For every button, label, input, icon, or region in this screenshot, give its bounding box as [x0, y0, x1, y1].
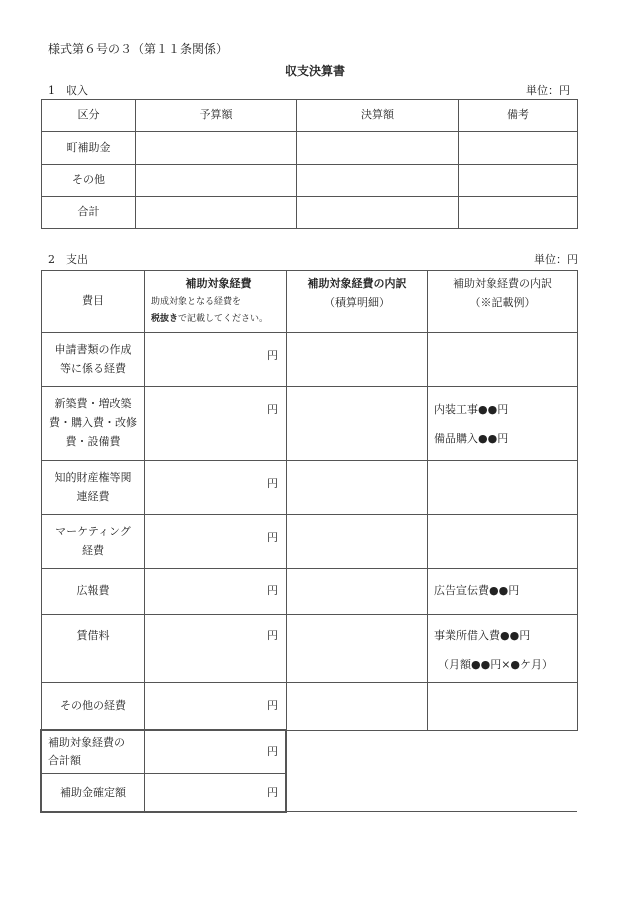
expense-unit: 単位：円	[534, 253, 578, 266]
expense-breakdown-cell[interactable]	[287, 515, 428, 569]
income-settled-cell[interactable]	[297, 132, 459, 165]
expense-breakdown-cell[interactable]	[287, 615, 428, 683]
income-header-settled: 決算額	[297, 100, 459, 132]
expense-breakdown-cell[interactable]	[287, 387, 428, 461]
expense-header-cost-note: 助成対象となる経費を	[151, 296, 242, 307]
expense-table	[41, 270, 578, 731]
document-title: 収支決算書	[284, 64, 345, 78]
income-budget-cell[interactable]	[136, 132, 297, 165]
expense-example-cell	[428, 683, 578, 731]
expense-amount-cell[interactable]	[145, 387, 287, 461]
expense-example-cell: 広告宣伝費●●円	[428, 569, 578, 615]
yen-unit: 円	[267, 531, 278, 544]
expense-header-breakdown-title: 補助対象経費の内訳	[307, 277, 407, 290]
expense-header-item: 費目	[42, 271, 145, 333]
expense-header-example-title: 補助対象経費の内訳	[453, 277, 552, 290]
expense-header-example-sub: （※記載例）	[469, 295, 536, 309]
expense-header-example	[428, 271, 578, 333]
expense-breakdown-cell[interactable]	[287, 461, 428, 515]
expense-header-breakdown-sub: （積算明細）	[324, 295, 390, 309]
income-remarks-cell[interactable]	[459, 197, 578, 229]
yen-unit: 円	[267, 785, 278, 799]
income-settled-cell[interactable]	[297, 197, 459, 229]
yen-unit: 円	[267, 699, 278, 713]
income-row-label: 合計	[42, 197, 136, 229]
income-budget-cell[interactable]	[136, 197, 297, 229]
expense-amount-cell[interactable]	[145, 333, 287, 387]
expense-row-item: 新築費・増改築 費・購入費・改修 費・設備費	[42, 387, 145, 461]
income-settled-cell[interactable]	[297, 165, 459, 197]
expense-header-cost-title: 補助対象経費	[185, 277, 252, 290]
expense-example-cell	[428, 461, 578, 515]
yen-unit: 円	[267, 349, 278, 362]
income-header-category: 区分	[42, 100, 136, 132]
expense-example-cell	[428, 333, 578, 387]
yen-unit: 円	[267, 584, 278, 598]
confirmed-label: 補助金確定額	[42, 774, 145, 813]
yen-unit: 円	[267, 477, 278, 490]
expense-heading: 2 支出	[48, 253, 88, 266]
expense-amount-cell[interactable]	[145, 515, 287, 569]
expense-example-cell	[428, 515, 578, 569]
expense-amount-cell[interactable]	[145, 615, 287, 683]
totals-outline	[40, 729, 287, 813]
income-budget-cell[interactable]	[136, 165, 297, 197]
form-number: 様式第６号の３（第１１条関係）	[48, 42, 229, 56]
expense-row-item: 申請書類の作成 等に係る経費	[42, 333, 145, 387]
expense-example-cell: 事業所借入費●●円 （月額●●円×●ケ月）	[428, 615, 578, 683]
yen-unit: 円	[267, 403, 278, 416]
expense-breakdown-cell[interactable]	[287, 569, 428, 615]
income-unit: 単位：円	[526, 84, 570, 97]
yen-unit: 円	[267, 744, 278, 758]
yen-unit: 円	[267, 629, 278, 642]
income-remarks-cell[interactable]	[459, 132, 578, 165]
income-table	[41, 99, 578, 229]
tax-excluded-emphasis: 税抜き	[151, 313, 179, 324]
expense-amount-cell[interactable]	[145, 569, 287, 615]
expense-example-cell: 内装工事●●円 備品購入●●円	[428, 387, 578, 461]
income-row-label: 町補助金	[42, 132, 136, 165]
expense-breakdown-cell[interactable]	[287, 333, 428, 387]
expense-header-breakdown	[287, 271, 428, 333]
expense-breakdown-cell[interactable]	[287, 683, 428, 731]
expense-header-cost	[145, 271, 287, 333]
bottom-rule	[286, 811, 577, 812]
income-row-label: その他	[42, 165, 136, 197]
expense-row-item: マーケティング 経費	[42, 515, 145, 569]
expense-amount-cell[interactable]	[145, 461, 287, 515]
expense-row-item: 賃借料	[42, 615, 145, 683]
income-header-remarks: 備考	[459, 100, 578, 132]
expense-header-cost-note: 税抜きで記載してください。	[151, 313, 269, 324]
income-heading: 1 収入	[48, 84, 88, 97]
expense-row-item: 知的財産権等関 連経費	[42, 461, 145, 515]
income-remarks-cell[interactable]	[459, 165, 578, 197]
expense-amount-cell[interactable]	[145, 683, 287, 731]
expense-row-item: 広報費	[42, 569, 145, 615]
total-label: 補助対象経費の 合計額	[42, 731, 145, 774]
expense-row-item: その他の経費	[42, 683, 145, 731]
income-header-budget: 予算額	[136, 100, 297, 132]
